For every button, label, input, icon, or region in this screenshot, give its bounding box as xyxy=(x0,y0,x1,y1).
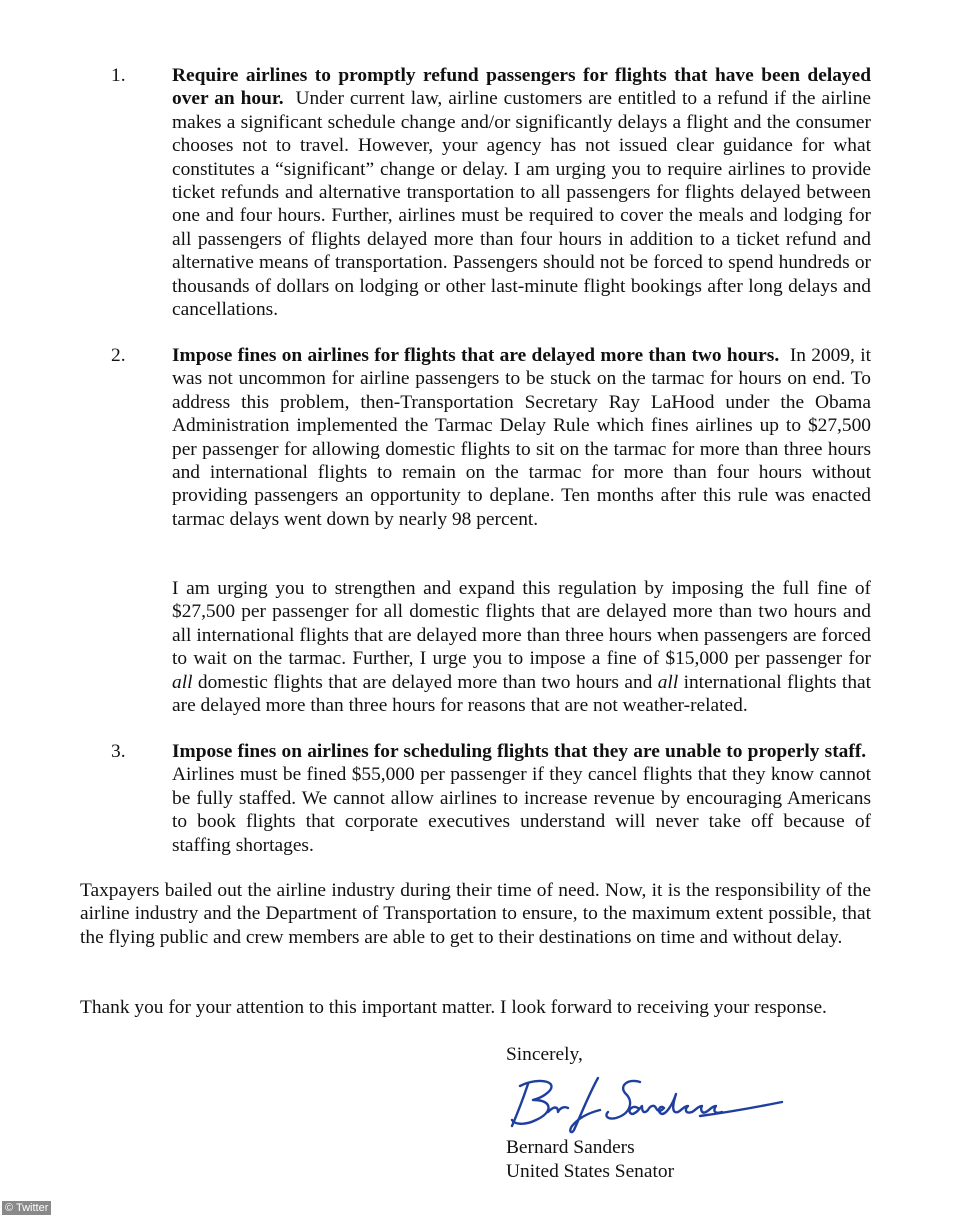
signature-text: Bernard Sanders xyxy=(500,1072,507,1073)
item-heading: Impose fines on airlines for scheduling flights that they are unable to properly staff. xyxy=(172,741,867,762)
item-text xyxy=(172,64,871,321)
item-heading: Impose fines on airlines for flights that are delayed more than two hours. xyxy=(172,345,780,366)
item-continuation: I am urging you to strengthen and expand this regulation by imposing the full fine of $27,500 per passenger for all domestic flights that are delayed more than two hours and all international flights that are delayed more than three hours when passengers are forced to wait on the tarmac. Further, I urge you to impose a fine of $15,000 per passenger for all domestic flights that are delayed more than two hours and all international flights that are delayed more than three hours for reasons that are not weather-related. xyxy=(172,578,872,717)
signature-image xyxy=(500,1072,790,1134)
item-number: 1. xyxy=(111,65,126,86)
item-text xyxy=(172,740,871,857)
taxpayers-paragraph: Taxpayers bailed out the airline industry during their time of need. Now, it is the responsibility of the airline industry and the Department of Transportation to ensure, to the maximum extent possible, that the flying public and crew members are able to get to their destinations on time and without delay. xyxy=(80,880,871,948)
emphasis: all xyxy=(172,671,193,693)
signatory-name: Bernard Sanders xyxy=(506,1137,635,1158)
emphasis: all xyxy=(657,671,679,693)
item-number: 2. xyxy=(111,345,126,366)
item-body: Airlines must be fined $55,000 per passenger if they cancel flights that they know cannot be fully staffed. We cannot allow airlines to increase revenue by encouraging Americans to book flights that corporate executives understand will never take off because of staffing shortages. xyxy=(172,764,871,856)
item-text xyxy=(172,344,871,531)
item-body: In 2009, it was not uncommon for airline passengers to be stuck on the tarmac for hours on end. To address this problem, then-Transportation Secretary Ray LaHood under the Obama Administration implemented the Tarmac Delay Rule which fines airlines up to $27,500 per passenger for allowing domestic flights to sit on the tarmac for more than three hours and international flights to remain on the tarmac for more than four hours without providing passengers an opportunity to deplane. Ten months after this rule was enacted tarmac delays went down by nearly 98 percent. xyxy=(172,345,871,530)
item-heading: Require airlines to promptly refund passengers for flights that have been delayed over an hour. xyxy=(172,65,871,110)
valediction: Sincerely, xyxy=(506,1044,583,1065)
signatory-title: United States Senator xyxy=(506,1161,675,1182)
thanks-paragraph: Thank you for your attention to this important matter. I look forward to receiving your response. xyxy=(80,997,827,1018)
item-number: 3. xyxy=(111,741,126,762)
item-body: Under current law, airline customers are entitled to a refund if the airline makes a significant schedule change and/or significantly delays a flight and the consumer chooses not to travel. However, your agency has not issued clear guidance for what constitutes a “significant” change or delay. I am urging you to require airlines to provide ticket refunds and alternative transportation to all passengers for flights delayed between one and four hours. Further, airlines must be required to cover the meals and lodging for all passengers of flights delayed more than four hours in addition to a ticket refund and alternative means of transportation. Passengers should not be forced to spend hundreds or thousands of dollars on lodging or other last-minute flight bookings after long delays and cancellations. xyxy=(172,88,872,321)
image-credit: © Twitter xyxy=(2,1201,51,1215)
